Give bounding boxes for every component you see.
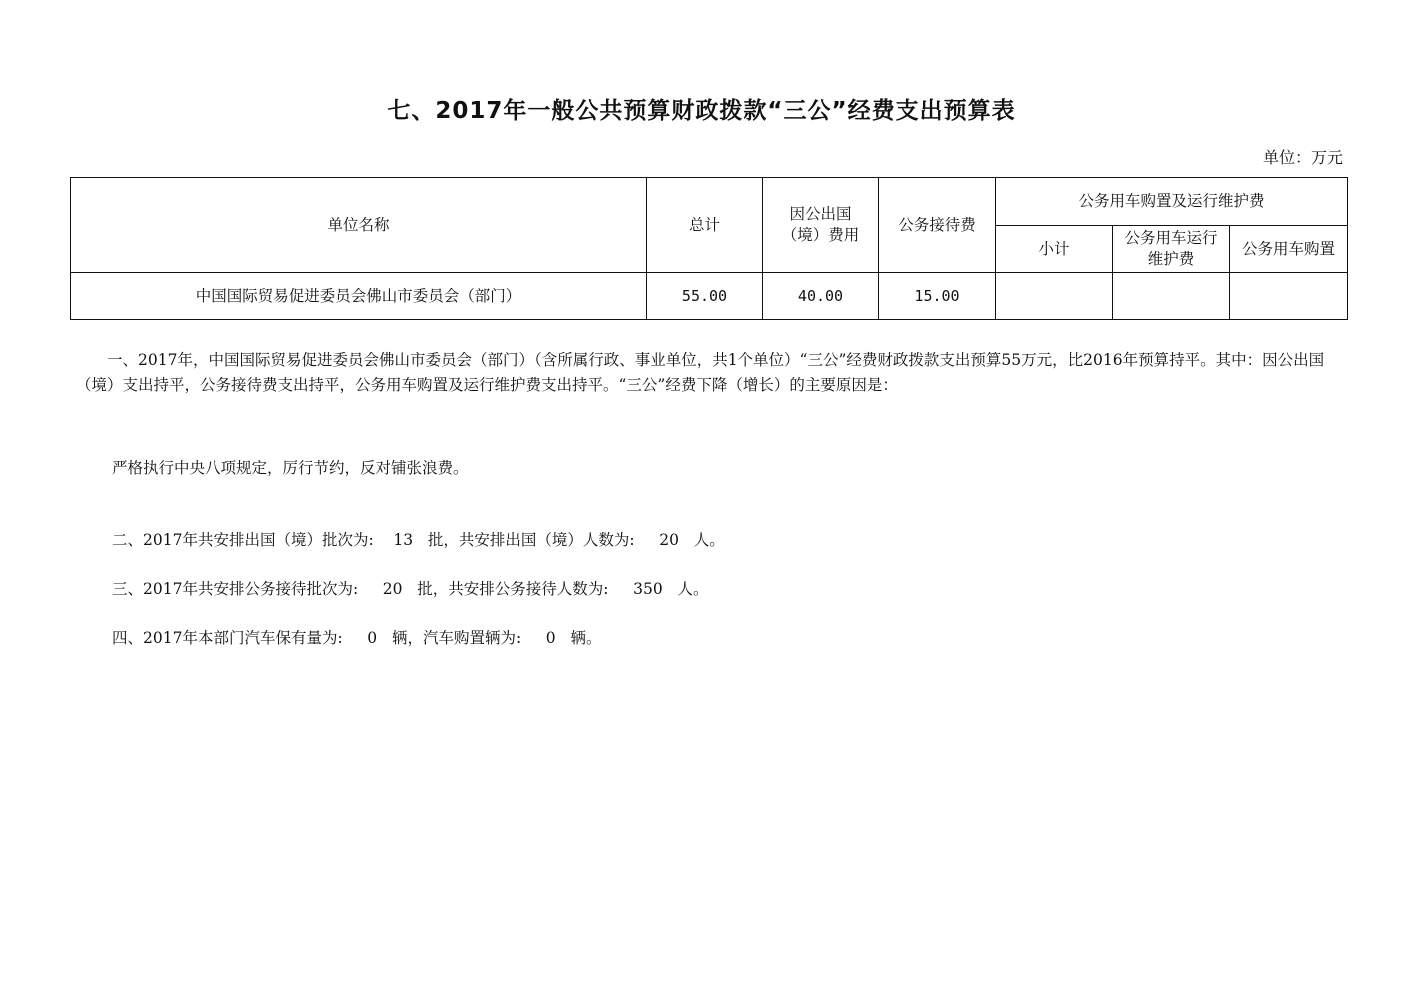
header-subtotal: 小计 xyxy=(996,226,1113,273)
cell-reception: 15.00 xyxy=(879,273,996,320)
header-vehicle-ops-line2: 维护费 xyxy=(1147,250,1195,268)
cell-vehicle-purchase xyxy=(1230,273,1348,320)
paragraph-vehicles: 四、2017年本部门汽车保有量为: 0 辆，汽车购置辆为: 0 辆。 xyxy=(112,629,602,647)
table-row xyxy=(71,273,1348,320)
budget-table xyxy=(70,177,1348,320)
header-total: 总计 xyxy=(647,178,763,273)
header-overseas-line2: （境）费用 xyxy=(781,226,860,244)
header-overseas-line1: 因公出国 xyxy=(789,205,852,224)
paragraph-reason: 严格执行中央八项规定，厉行节约，反对铺张浪费。 xyxy=(112,459,469,477)
unit-label: 单位：万元 xyxy=(1262,148,1343,167)
cell-subtotal xyxy=(996,273,1113,320)
paragraph-summary: 一、2017年，中国国际贸易促进委员会佛山市委员会（部门）（含所属行政、事业单位，共1个单位）“三公”经费财政拨款支出预算55万元，比2016年预算持平。其中：因公出国（境）支出持平，公务接待费支出持平，公务用车购置及运行维护费支出持平。“三公”经费下降（增长）的主要原因是： xyxy=(76,351,1325,394)
page-title: 七、2017年一般公共预算财政拨款“三公”经费支出预算表 xyxy=(387,98,1016,124)
cell-vehicle-ops xyxy=(1113,273,1230,320)
cell-total: 55.00 xyxy=(647,273,763,320)
header-vehicle-ops xyxy=(1113,226,1230,273)
header-vehicle-purchase: 公务用车购置 xyxy=(1230,226,1348,273)
header-overseas xyxy=(763,178,879,273)
cell-overseas: 40.00 xyxy=(763,273,879,320)
table-header-row xyxy=(71,178,1348,226)
paragraph-reception-trips: 三、2017年共安排公务接待批次为: 20 批，共安排公务接待人数为: 350 人。 xyxy=(112,580,709,598)
cell-unit-name: 中国国际贸易促进委员会佛山市委员会（部门） xyxy=(71,273,647,320)
header-reception: 公务接待费 xyxy=(879,178,996,273)
header-unit-name: 单位名称 xyxy=(71,178,647,273)
header-vehicle-ops-line1: 公务用车运行 xyxy=(1124,229,1218,248)
header-vehicle-group: 公务用车购置及运行维护费 xyxy=(996,178,1348,226)
paragraph-overseas-trips: 二、2017年共安排出国（境）批次为: 13 批，共安排出国（境）人数为: 20 人。 xyxy=(112,531,725,549)
